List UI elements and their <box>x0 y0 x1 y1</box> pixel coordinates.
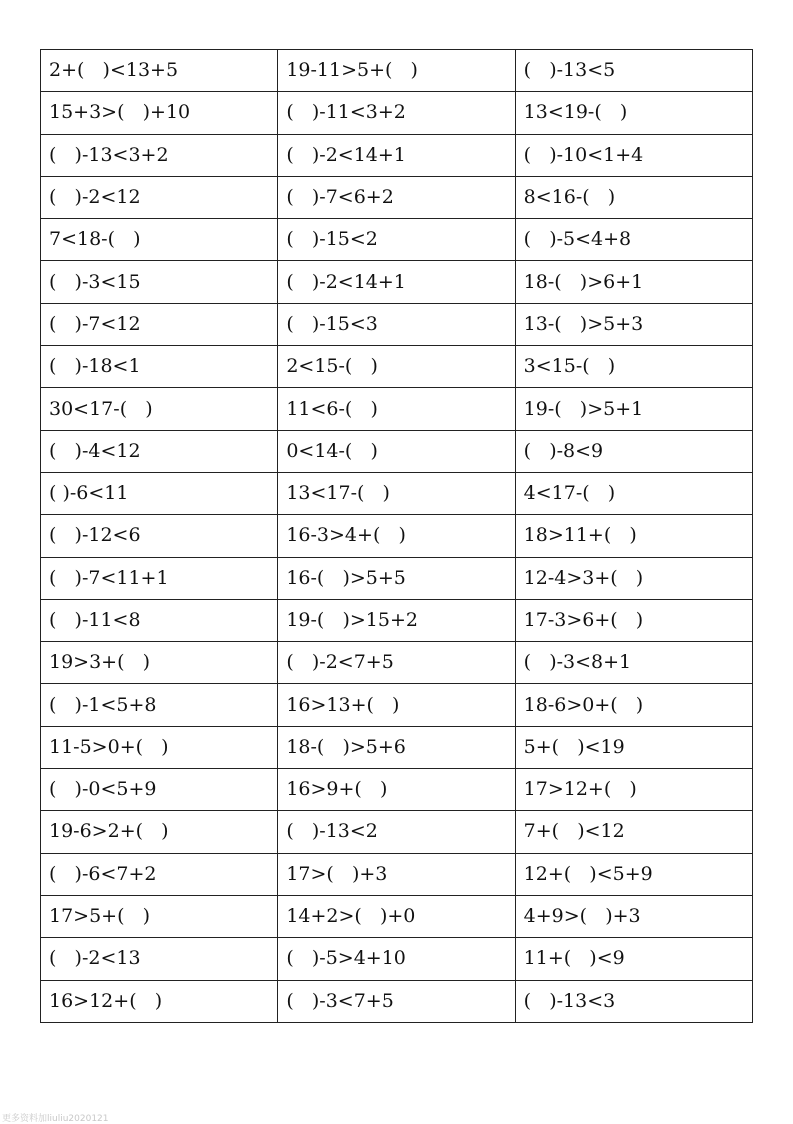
problem-cell: ( )-7<11+1 <box>41 557 278 599</box>
problem-cell: ( )-13<2 <box>278 811 515 853</box>
table-row <box>41 557 753 599</box>
table-row <box>41 769 753 811</box>
problem-cell: 19>3+( ) <box>41 642 278 684</box>
problem-cell: ( )-4<12 <box>41 430 278 472</box>
problem-cell: ( )-0<5+9 <box>41 769 278 811</box>
problem-cell: 17-3>6+( ) <box>515 599 752 641</box>
problem-cell: 11<6-( ) <box>278 388 515 430</box>
problem-cell: ( )-13<3+2 <box>41 134 278 176</box>
problem-cell: ( )-18<1 <box>41 346 278 388</box>
problem-cell: ( )-13<3 <box>515 980 752 1022</box>
problem-cell: ( )-2<14+1 <box>278 261 515 303</box>
problem-cell: ( )-5<4+8 <box>515 219 752 261</box>
table-row <box>41 938 753 980</box>
table-row <box>41 303 753 345</box>
table-row <box>41 726 753 768</box>
problem-cell: ( )-6<7+2 <box>41 853 278 895</box>
problem-cell: 16-( )>5+5 <box>278 557 515 599</box>
table-row <box>41 684 753 726</box>
problem-cell: 18-( )>5+6 <box>278 726 515 768</box>
problem-cell: 16>13+( ) <box>278 684 515 726</box>
problem-cell: 0<14-( ) <box>278 430 515 472</box>
problem-cell: 19-( )>15+2 <box>278 599 515 641</box>
problem-cell: 18-6>0+( ) <box>515 684 752 726</box>
problem-cell: ( )-7<6+2 <box>278 176 515 218</box>
problem-cell: 16>9+( ) <box>278 769 515 811</box>
problem-cell: 19-6>2+( ) <box>41 811 278 853</box>
problem-cell: ( )-1<5+8 <box>41 684 278 726</box>
table-row <box>41 430 753 472</box>
problem-cell: ( )-3<8+1 <box>515 642 752 684</box>
problem-cell: ( )-5>4+10 <box>278 938 515 980</box>
problem-cell: ( )-10<1+4 <box>515 134 752 176</box>
problem-cell: 13<19-( ) <box>515 92 752 134</box>
problem-cell: 15+3>( )+10 <box>41 92 278 134</box>
table-row <box>41 219 753 261</box>
problem-cell: ( )-3<15 <box>41 261 278 303</box>
problem-cell: ( )-15<2 <box>278 219 515 261</box>
worksheet-body <box>41 50 753 1023</box>
table-row <box>41 472 753 514</box>
problem-cell: ( )-2<7+5 <box>278 642 515 684</box>
problem-cell: ( )-7<12 <box>41 303 278 345</box>
problem-cell: ( )-11<8 <box>41 599 278 641</box>
problem-cell: 5+( )<19 <box>515 726 752 768</box>
worksheet-table <box>40 49 753 1023</box>
problem-cell: ( )-15<3 <box>278 303 515 345</box>
problem-cell: ( )-2<14+1 <box>278 134 515 176</box>
problem-cell: 13-( )>5+3 <box>515 303 752 345</box>
problem-cell: 30<17-( ) <box>41 388 278 430</box>
problem-cell: 16-3>4+( ) <box>278 515 515 557</box>
problem-cell: ( )-8<9 <box>515 430 752 472</box>
problem-cell: ( )-11<3+2 <box>278 92 515 134</box>
table-row <box>41 50 753 92</box>
problem-cell: 8<16-( ) <box>515 176 752 218</box>
problem-cell: 7+( )<12 <box>515 811 752 853</box>
problem-cell: ( )-3<7+5 <box>278 980 515 1022</box>
problem-cell: 7<18-( ) <box>41 219 278 261</box>
problem-cell: 18-( )>6+1 <box>515 261 752 303</box>
problem-cell: 2+( )<13+5 <box>41 50 278 92</box>
footer-note: 更多资料加liuliu2020121 <box>2 1114 109 1124</box>
table-row <box>41 346 753 388</box>
problem-cell: 11-5>0+( ) <box>41 726 278 768</box>
table-row <box>41 853 753 895</box>
problem-cell: 19-11>5+( ) <box>278 50 515 92</box>
problem-cell: ( )-2<12 <box>41 176 278 218</box>
table-row <box>41 515 753 557</box>
problem-cell: 17>5+( ) <box>41 895 278 937</box>
table-row <box>41 92 753 134</box>
problem-cell: ( )-12<6 <box>41 515 278 557</box>
table-row <box>41 176 753 218</box>
problem-cell: 12-4>3+( ) <box>515 557 752 599</box>
problem-cell: 14+2>( )+0 <box>278 895 515 937</box>
table-row <box>41 811 753 853</box>
table-row <box>41 388 753 430</box>
table-row <box>41 261 753 303</box>
table-row <box>41 895 753 937</box>
problem-cell: 17>( )+3 <box>278 853 515 895</box>
problem-cell: 19-( )>5+1 <box>515 388 752 430</box>
table-row <box>41 980 753 1022</box>
table-row <box>41 642 753 684</box>
problem-cell: 12+( )<5+9 <box>515 853 752 895</box>
table-row <box>41 599 753 641</box>
problem-cell: 4+9>( )+3 <box>515 895 752 937</box>
problem-cell: 16>12+( ) <box>41 980 278 1022</box>
problem-cell: 11+( )<9 <box>515 938 752 980</box>
problem-cell: 18>11+( ) <box>515 515 752 557</box>
problem-cell: ( )-6<11 <box>41 472 278 514</box>
problem-cell: 2<15-( ) <box>278 346 515 388</box>
problem-cell: 17>12+( ) <box>515 769 752 811</box>
problem-cell: 13<17-( ) <box>278 472 515 514</box>
problem-cell: ( )-2<13 <box>41 938 278 980</box>
problem-cell: 4<17-( ) <box>515 472 752 514</box>
problem-cell: 3<15-( ) <box>515 346 752 388</box>
table-row <box>41 134 753 176</box>
problem-cell: ( )-13<5 <box>515 50 752 92</box>
